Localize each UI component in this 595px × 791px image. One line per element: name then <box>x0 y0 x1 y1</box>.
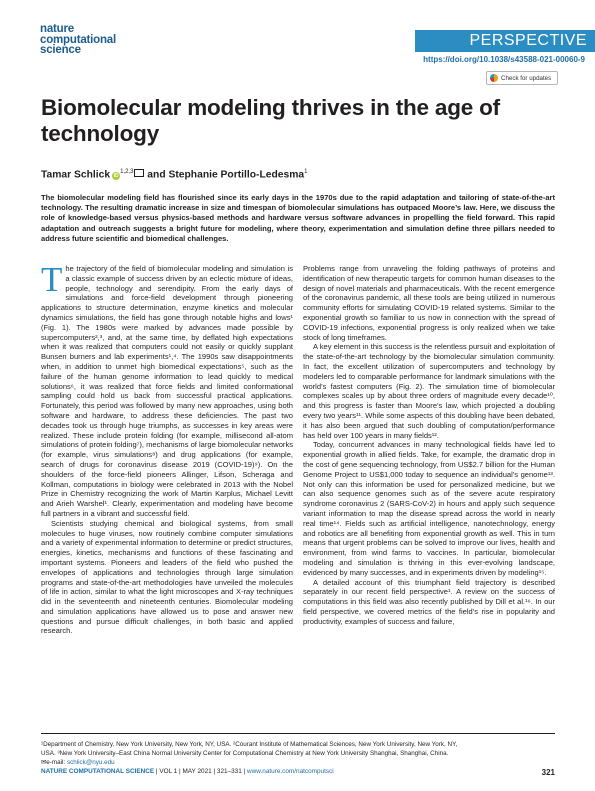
article-title: Biomolecular modeling thrives in the age of technology <box>41 95 500 146</box>
email-line <box>41 758 555 767</box>
section-bar <box>415 30 595 52</box>
orcid-icon[interactable]: iD <box>113 172 119 179</box>
journal-logo[interactable] <box>40 24 116 56</box>
logo-line-1: nature <box>40 23 74 35</box>
paragraph <box>41 260 293 519</box>
paragraph: A detailed account of this triumphant field trajectory is described separately in our recent field perspective¹. A review on the success of computations in this field was also recently published by Dill et al.¹⁶. In our field perspective, we covered metrics of the field’s rise in popularity and productivity, examples of success and failure, <box>303 577 555 626</box>
page-number: 321 <box>541 768 555 777</box>
author-2-affil: 1 <box>304 169 308 176</box>
author-1[interactable]: Tamar Schlick <box>41 169 111 181</box>
email-label: e-mail: <box>46 759 66 766</box>
paragraph: A key element in this success is the relentless pursuit and exploitation of the state-of-the-art technology by the biomolecular simulation community. In fact, the excellent utilization of supercomputers and technology by modelers led to comparable performance for landmark simulations with the world’s fastest computers (Fig. 2). The simulation time of biomolecular complexes scales up by about three orders of magnitude every decade¹⁰, and this progress is faster than Moore’s law, which projected a doubling every two years¹¹. While some aspects of this doubling have been debated, it has also been argued that such doubling of computation/performance has held over 100 years in many fields¹². <box>303 342 555 440</box>
author-list <box>41 169 307 181</box>
page-footer <box>41 768 555 775</box>
paragraph: Today, concurrent advances in many technological fields have led to exponential growth in allied fields. Take, for example, the dramatic drop in the cost of gene sequencing technology, from US$2.7 billion for the Human Genome Project to US$1,000 today to sequence an individual’s genome¹³. Not only can this information be used for personalized medicine, but we can also sequence genomes such as of the severe acute respiratory syndrome coronavirus 2 (SARS-CoV-2) in hours and apply such sequence variant information to map the disease spread across the world in nearly real time¹⁴. Fields such as artificial intelligence, nanotechnology, energy and robotics are all benefiting from exponential growth as well. This in turn means that urgent problems can be solved to improve our lives, health and environment, from wind farms to vaccines. In particular, biomolecular modeling and simulation is thriving in this ever-evolving landscape, evidenced by many successes, and in experiments driven by modeling¹⁵. <box>303 440 555 577</box>
email-small-icon: ✉ <box>41 759 47 766</box>
author-2[interactable]: Stephanie Portillo-Ledesma <box>168 169 305 181</box>
affiliation-line: ¹Department of Chemistry, New York University, New York, NY, USA. ²Courant Institute of Mathematical Sciences, New York University, New York, NY, <box>41 741 458 748</box>
paragraph: Problems range from unraveling the folding pathways of proteins and identification of new therapeutic targets for common human diseases to the design of novel materials and pharmaceuticals. With the recent emergence of the coronavirus pandemic, all these tools are being utilized in numerous community efforts for simulating COVID-19 related systems. Similar to the exponential growth so familiar to us now in connection with the spread of COVID-19 infections, exponential progress is only realized when we take stock of long timeframes. <box>303 264 555 342</box>
affiliation-line: USA. ³New York University–East China Normal University Center for Computational Chemistry at New York University Shanghai, Shanghai, China. <box>41 750 449 757</box>
affiliations <box>41 740 555 767</box>
abstract: The biomolecular modeling field has flourished since its early days in the 1970s due to the rapid adaptation and tailoring of state-of-the-art technology. The resulting dramatic increase in size and timespan of biomolecular simulations has outpaced Moore’s law. Here, we discuss the role of knowledge-based versus physics-based methods and hardware versus software advances in propelling the field forward. This rapid adaptation and outreach suggests a bright future for modeling, where theory, experimentation and simulation define three pillars needed to address future scientific and biomedical challenges. <box>41 193 555 243</box>
check-for-updates-button[interactable] <box>486 71 558 85</box>
paragraph-text: he trajectory of the field of biomolecular modeling and simulation is a classic example of success driven by an eclectic mixture of ideas, people, technology and serendipity. From the early days of simulations and force-field development through pioneering applications to structure determination, enzyme kinetics and molecular dynamics simulations, the field has gone through notable highs and lows¹ (Fig. 1). The 1980s were marked by advances made possible by supercomputers²,³, and, at the same time, by deflated high expectations when it was realized that computers could not easily or quickly supplant Bunsen burners and lab experiments¹,⁴. The 1990s saw disappointments when, in addition to unmet high biomedical expectations⁵, such as the failure of the human genome information to lead quickly to medical solutions⁶, it was realized that force fields and limited conformational sampling could hold us back from successful practical applications. Fortunately, this period was followed by many new approaches, using both software and hardware, to address these deficiencies. The past two decades took us through huge triumphs, as successes in key areas were realized. These include protein folding (for example, millisecond all-atom simulations of protein folding⁷), mechanisms of large biomolecular networks (for example, virus simulations⁸) and drug applications (for example, search of drugs for coronavirus disease 2019 (COVID-19)⁹). On the shoulders of the force-field pioneers Allinger, Lifson, Scheraga and Kollman, computations in biology were celebrated in 2013 with the Nobel Prize in Chemistry recognizing the work of Martin Karplus, Michael Levitt and Arieh Warshel¹. Clearly, experimentation and modeling have become full partners in a vibrant and successful field. <box>41 264 293 518</box>
section-label: PERSPECTIVE <box>469 32 587 49</box>
footer-journal: NATURE COMPUTATIONAL SCIENCE <box>41 768 155 775</box>
check-updates-label: Check for updates <box>501 74 552 82</box>
footnote-divider <box>41 733 555 734</box>
doi-link[interactable]: https://doi.org/10.1038/s43588-021-00060-9 <box>423 55 585 64</box>
email-icon[interactable] <box>134 169 144 177</box>
body-column-right <box>303 264 555 626</box>
logo-line-3: science <box>40 44 81 56</box>
author-1-affil: 1,2,3 <box>120 169 134 176</box>
author-connector: and <box>147 169 166 181</box>
paragraph: Scientists studying chemical and biological systems, from small molecules to huge viruses, now routinely combine computer simulations and a variety of experimental information to determine or predict structures, energies, kinetics, mechanisms and functions of these fascinating and important systems. Pioneers and leaders of the field who pushed the envelopes of applications and technologies through large simulation programs and state-of-the-art methodologies have unveiled the molecules of life in action, similar to what the light microscopes and X-ray techniques did in the seventeenth and nineteenth centuries. Biomolecular modeling and simulation applications have allowed us to pose and answer new questions and pursue difficult challenges, in both basic and applied research. <box>41 518 293 636</box>
email-link[interactable]: schlick@nyu.edu <box>66 759 115 766</box>
check-updates-icon <box>490 74 498 82</box>
footer-issue: | VOL 1 | MAY 2021 | 321–331 | <box>155 768 246 775</box>
drop-cap: T <box>41 260 63 299</box>
footer-site-link[interactable]: www.nature.com/natcomputsci <box>247 768 334 775</box>
body-column-left <box>41 260 293 636</box>
logo-line-2: computational <box>40 33 116 46</box>
